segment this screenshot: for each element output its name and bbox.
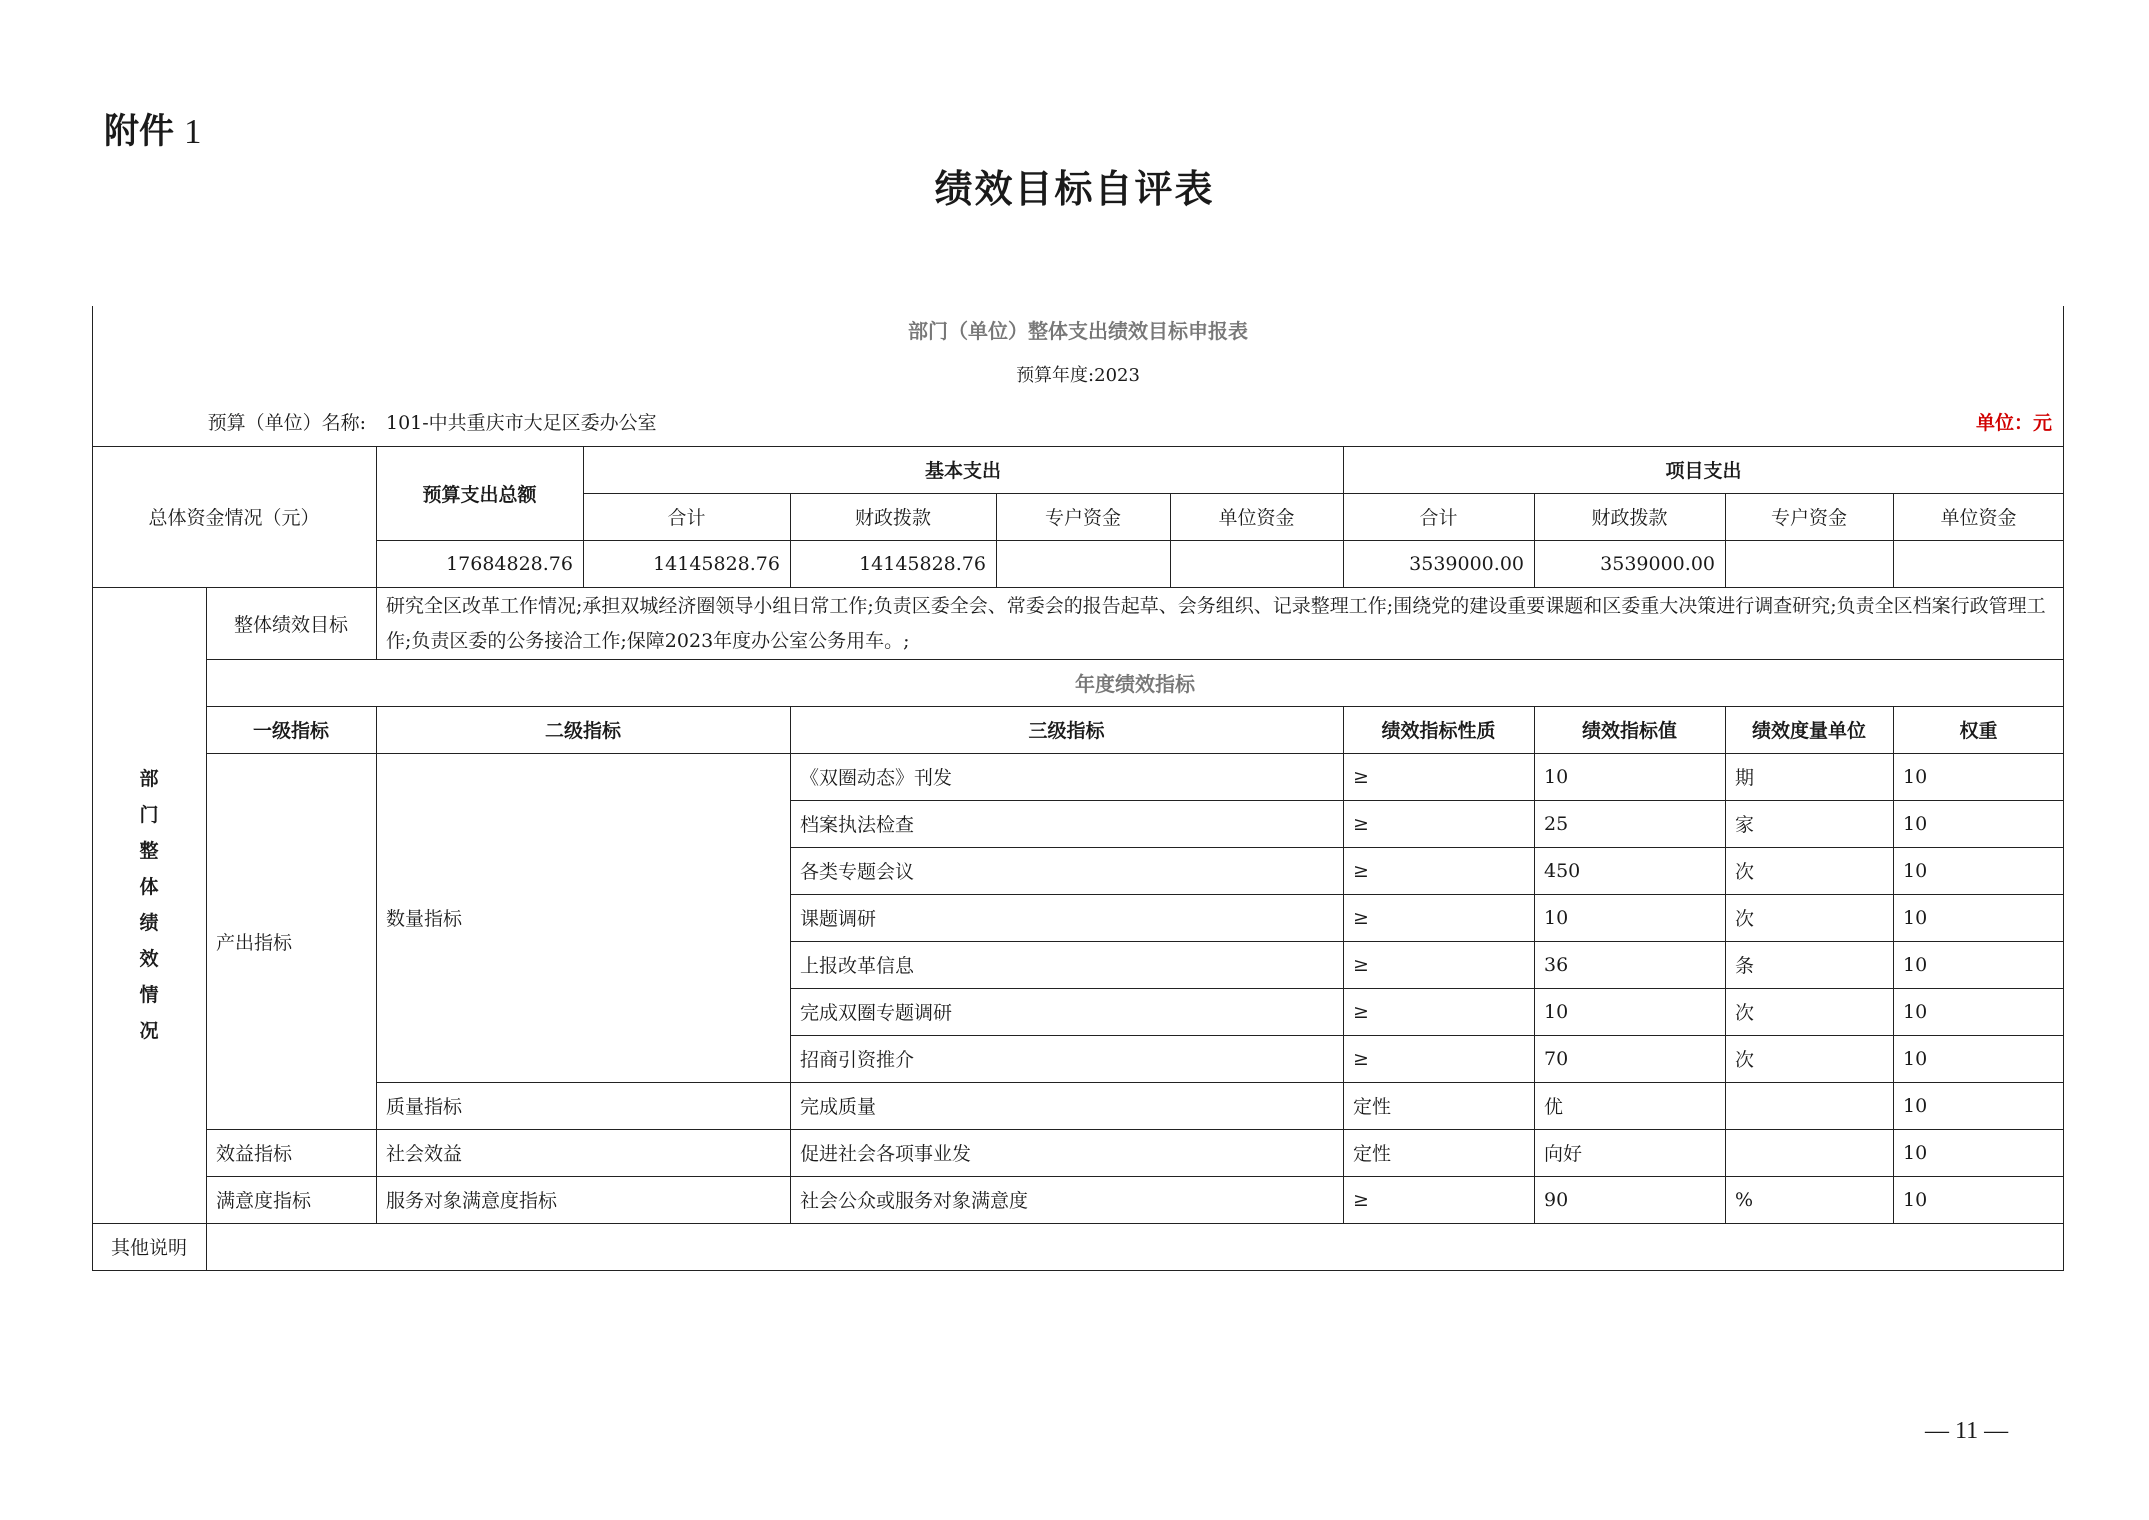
indicator-weight: 10	[1903, 906, 1928, 929]
indicator-nature: ≥	[1353, 765, 1369, 788]
funds-sub-header: 财政拨款	[1591, 507, 1668, 529]
basic-expenditure-header: 基本支出	[924, 460, 1001, 482]
level2-satisfaction: 服务对象满意度指标	[386, 1190, 558, 1212]
indicator-value: 优	[1544, 1096, 1564, 1118]
level1-output-indicator: 产出指标	[216, 931, 293, 954]
indicator-value: 450	[1544, 859, 1581, 882]
indicator-unit: 次	[1735, 861, 1755, 883]
indicator-unit: 次	[1735, 908, 1755, 930]
indicator-nature: ≥	[1353, 906, 1369, 929]
funds-sub-header: 单位资金	[1218, 507, 1295, 529]
funds-sub-header: 专户资金	[1770, 507, 1847, 529]
level2-social-benefit: 社会效益	[386, 1143, 463, 1165]
indicator-weight: 10	[1903, 765, 1928, 788]
level3-indicator: 完成双圈专题调研	[800, 1002, 953, 1024]
project-unit-value	[1893, 540, 2064, 587]
funds-sub-header: 专户资金	[1044, 507, 1121, 529]
basic-sum-value: 14145828.76	[653, 552, 780, 575]
funds-sub-header: 合计	[667, 507, 706, 529]
indicator-nature: ≥	[1353, 1000, 1369, 1023]
level3-indicator: 促进社会各项事业发	[800, 1143, 972, 1165]
dept-performance-side-label: 部 门 整 体 绩 效 情 况	[139, 768, 159, 1042]
indicator-weight: 10	[1903, 953, 1928, 976]
indicator-value: 10	[1544, 765, 1569, 788]
indicator-nature: ≥	[1353, 1188, 1369, 1211]
funds-sub-header: 单位资金	[1940, 507, 2017, 529]
total-budget-header: 预算支出总额	[422, 483, 537, 506]
budget-year: 预算年度:2023	[1016, 365, 1140, 386]
funds-sub-header: 财政拨款	[854, 507, 931, 529]
indicator-unit: 条	[1735, 955, 1755, 977]
indicator-value: 36	[1544, 953, 1569, 976]
performance-form-table	[92, 306, 2064, 1273]
indicator-unit: 期	[1735, 767, 1755, 789]
indicator-unit	[1725, 1129, 1893, 1176]
level2-quantity-indicator: 数量指标	[386, 908, 463, 930]
level3-indicator: 各类专题会议	[800, 861, 915, 883]
basic-special-value	[996, 540, 1170, 587]
indicator-value: 90	[1544, 1188, 1569, 1211]
page-number: — 11 —	[1925, 1418, 2009, 1444]
level3-indicator: 课题调研	[800, 908, 877, 930]
indicator-weight: 10	[1903, 1188, 1928, 1211]
indicator-weight: 10	[1903, 859, 1928, 882]
col-header-level1: 一级指标	[252, 720, 329, 742]
total-budget-value: 17684828.76	[446, 552, 573, 575]
level3-indicator: 招商引资推介	[800, 1049, 915, 1071]
project-fiscal-value: 3539000.00	[1600, 552, 1715, 575]
basic-unit-value	[1170, 540, 1343, 587]
indicator-nature: 定性	[1353, 1096, 1392, 1118]
indicator-unit: 次	[1735, 1049, 1755, 1071]
level3-indicator: 《双圈动态》刊发	[800, 767, 953, 789]
col-header-value: 绩效指标值	[1581, 720, 1677, 742]
document-title: 绩效目标自评表	[934, 167, 1215, 211]
project-sum-value: 3539000.00	[1409, 552, 1524, 575]
indicator-weight: 10	[1903, 1141, 1928, 1164]
level3-indicator: 上报改革信息	[800, 955, 915, 977]
attachment-label: 附件 1	[104, 112, 202, 152]
overall-goal-text: 研究全区改革工作情况;承担双城经济圈领导小组日常工作;负责区委全会、常委会的报告起草、会务组织、记录整理工作;围绕党的建设重要课题和区委重大决策进行调查研究;负责全区档案行政管理工作;负责区委的公务接洽工作;保障2023年度办公室公务用车。;	[386, 595, 2046, 652]
indicator-value: 向好	[1544, 1143, 1583, 1165]
funds-sub-header: 合计	[1419, 507, 1458, 529]
form-title: 部门（单位）整体支出绩效目标申报表	[908, 318, 1248, 343]
col-header-level3: 三级指标	[1028, 720, 1105, 742]
indicator-nature: 定性	[1353, 1143, 1392, 1165]
indicator-value: 25	[1544, 812, 1569, 835]
annual-indicators-title: 年度绩效指标	[1075, 672, 1195, 696]
col-header-weight: 权重	[1959, 720, 1998, 742]
indicator-nature: ≥	[1353, 812, 1369, 835]
currency-unit: 单位：元	[1975, 411, 2052, 434]
indicator-unit: %	[1735, 1188, 1754, 1211]
indicator-nature: ≥	[1353, 953, 1369, 976]
level3-indicator: 社会公众或服务对象满意度	[800, 1190, 1029, 1212]
indicator-nature: ≥	[1353, 1047, 1369, 1070]
indicator-unit: 家	[1735, 814, 1755, 836]
col-header-nature: 绩效指标性质	[1381, 720, 1496, 742]
indicator-nature: ≥	[1353, 859, 1369, 882]
indicator-value: 10	[1544, 906, 1569, 929]
overall-goal-label: 整体绩效目标	[233, 613, 348, 636]
level1-satisfaction-indicator: 满意度指标	[216, 1190, 312, 1212]
project-special-value	[1725, 540, 1893, 587]
indicator-value: 70	[1544, 1047, 1569, 1070]
level3-indicator: 完成质量	[800, 1096, 877, 1118]
other-notes-value	[206, 1223, 2064, 1270]
level1-benefit-indicator: 效益指标	[216, 1143, 293, 1165]
unit-name-value: 101-中共重庆市大足区委办公室	[386, 411, 657, 434]
col-header-level2: 二级指标	[544, 720, 621, 742]
indicator-weight: 10	[1903, 1047, 1928, 1070]
level3-indicator: 档案执法检查	[800, 814, 915, 836]
indicator-weight: 10	[1903, 1000, 1928, 1023]
col-header-unit: 绩效度量单位	[1751, 720, 1866, 742]
indicator-value: 10	[1544, 1000, 1569, 1023]
indicator-weight: 10	[1903, 812, 1928, 835]
level2-quality-indicator: 质量指标	[386, 1096, 463, 1118]
basic-fiscal-value: 14145828.76	[859, 552, 986, 575]
indicator-unit: 次	[1735, 1002, 1755, 1024]
unit-name-label: 预算（单位）名称:	[207, 411, 366, 434]
indicator-weight: 10	[1903, 1094, 1928, 1117]
other-notes-label: 其他说明	[110, 1237, 187, 1259]
indicator-unit	[1725, 1082, 1893, 1129]
funds-row-label: 总体资金情况（元）	[148, 507, 320, 529]
project-expenditure-header: 项目支出	[1665, 460, 1742, 482]
